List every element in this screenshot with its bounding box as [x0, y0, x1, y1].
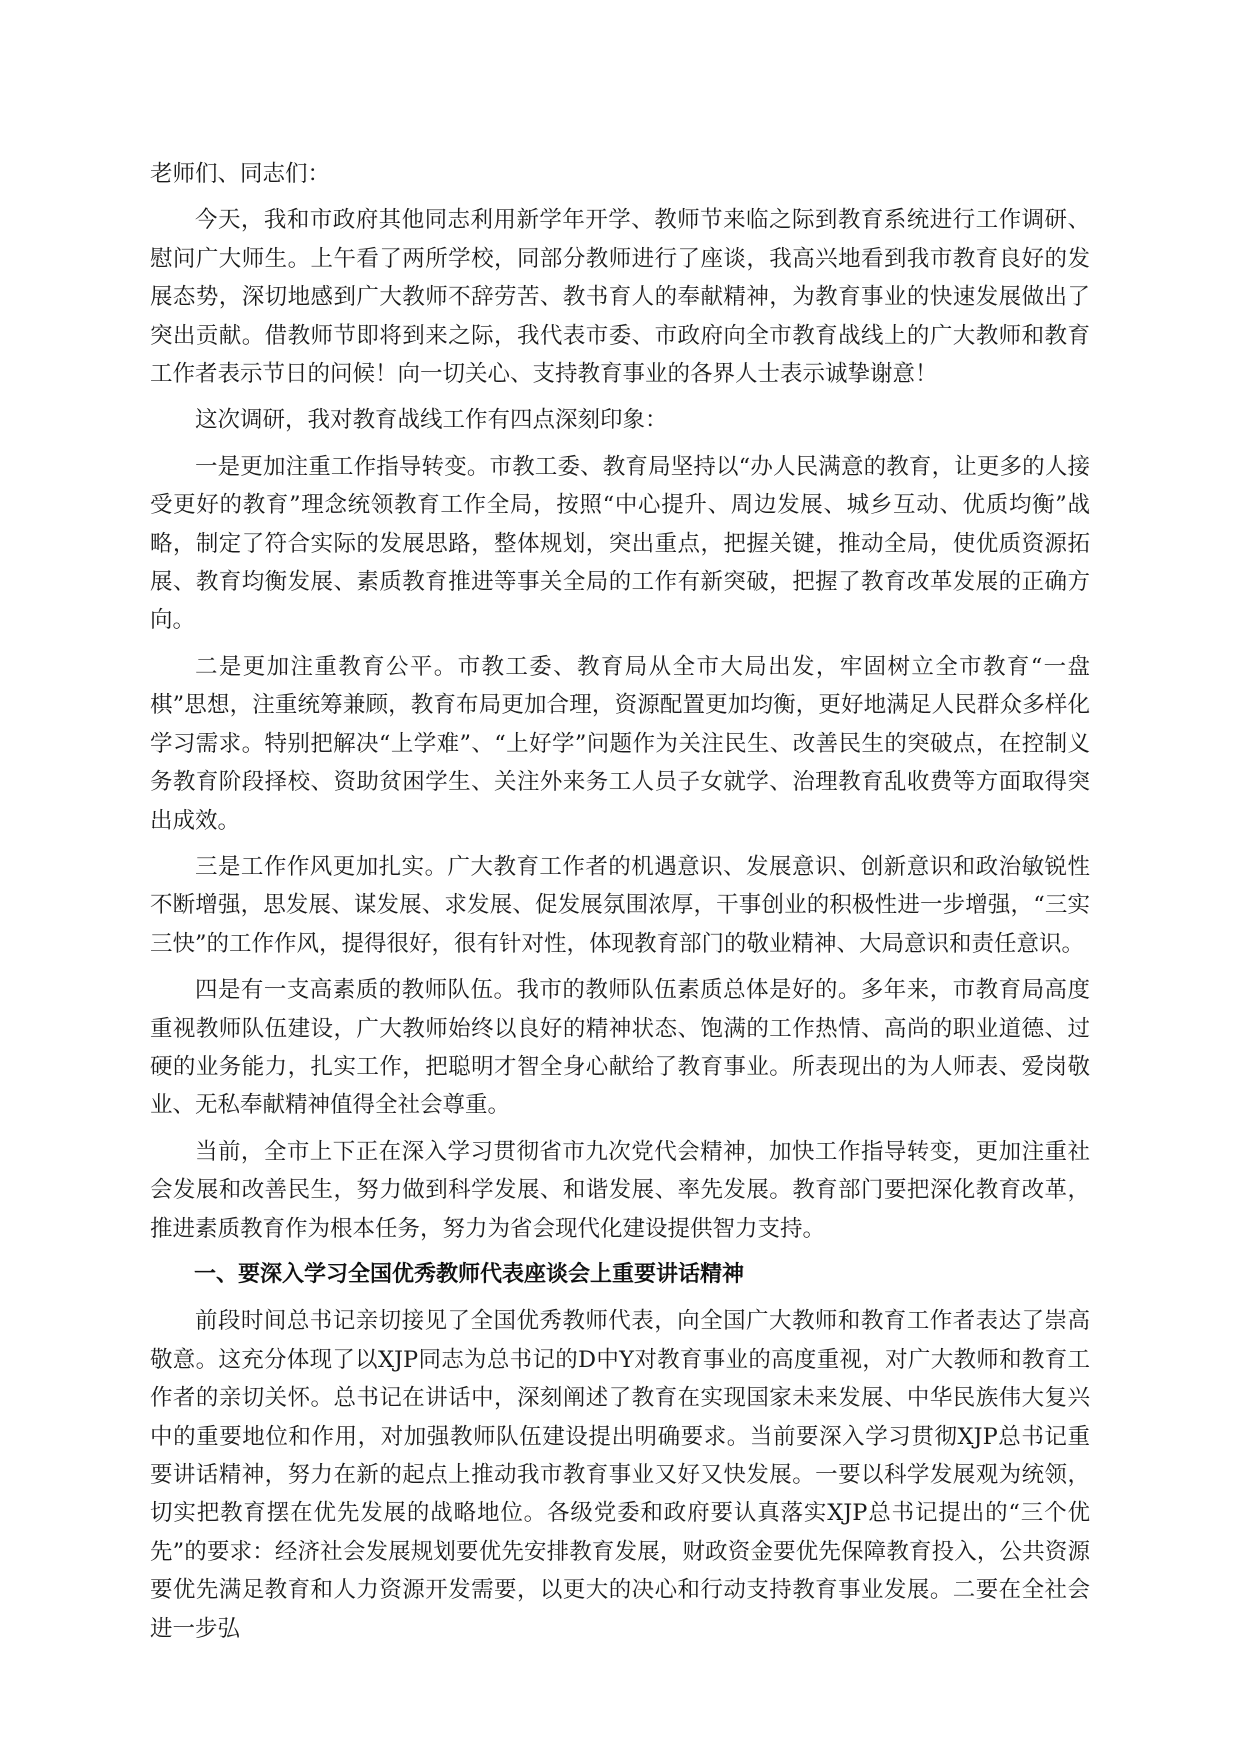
paragraph-impression-three: 三是工作作风更加扎实。广大教育工作者的机遇意识、发展意识、创新意识和政治敏锐性不断增强，思发展、谋发展、求发展、促发展氛围浓厚，干事创业的积极性进一步增强，“三实三快”的工作作风，提得很好，很有针对性，体现教育部门的敬业精神、大局意识和责任意识。: [150, 853, 1090, 957]
salutation: 老师们、同志们：: [150, 161, 331, 187]
paragraph-section-body: 前段时间总书记亲切接见了全国优秀教师代表，向全国广大教师和教育工作者表达了崇高敬意。这充分体现了以XJP同志为总书记的D中Y对教育事业的高度重视，对广大教师和教育工作者的亲切关怀。总书记在讲话中，深刻阐述了教育在实现国家未来发展、中华民族伟大复兴中的重要地位和作用，对加强教师队伍建设提出明确要求。当前要深入学习贯彻XJP总书记重要讲话精神，努力在新的起点上推动我市教育事业又好又快发展。一要以科学发展观为统领，切实把教育摆在优先发展的战略地位。各级党委和政府要认真落实XJP总书记提出的“三个优先”的要求：经济社会发展规划要优先安排教育发展，财政资金要优先保障教育投入，公共资源要优先满足教育和人力资源开发需要，以更大的决心和行动支持教育事业发展。二要在全社会进一步弘: [150, 1308, 1090, 1642]
paragraph-impression-one: 一是更加注重工作指导转变。市教工委、教育局坚持以“办人民满意的教育，让更多的人接受更好的教育”理念统领教育工作全局，按照“中心提升、周边发展、城乡互动、优质均衡”战略，制定了符合实际的发展思路，整体规划，突出重点，把握关键，推动全局，使优质资源拓展、教育均衡发展、素质教育推进等事关全局的工作有新突破，把握了教育改革发展的正确方向。: [150, 453, 1090, 634]
paragraph-impression-four: 四是有一支高素质的教师队伍。我市的教师队伍素质总体是好的。多年来，市教育局高度重视教师队伍建设，广大教师始终以良好的精神状态、饱满的工作热情、高尚的职业道德、过硬的业务能力，扎实工作，把聪明才智全身心献给了教育事业。所表现出的为人师表、爱岗敬业、无私奉献精神值得全社会尊重。: [150, 977, 1090, 1119]
paragraph-current-tasks: 当前，全市上下正在深入学习贯彻省市九次党代会精神，加快工作指导转变，更加注重社会发展和改善民生，努力做到科学发展、和谐发展、率先发展。教育部门要把深化教育改革，推进素质教育作为根本任务，努力为省会现代化建设提供智力支持。: [150, 1138, 1090, 1242]
paragraph-intro: 今天，我和市政府其他同志利用新学年开学、教师节来临之际到教育系统进行工作调研、慰问广大师生。上午看了两所学校，同部分教师进行了座谈，我高兴地看到我市教育良好的发展态势，深切地感到广大教师不辞劳苦、教书育人的奉献精神，为教育事业的快速发展做出了突出贡献。借教师节即将到来之际，我代表市委、市政府向全市教育战线上的广大教师和教育工作者表示节日的问候！向一切关心、支持教育事业的各界人士表示诚挚谢意！: [150, 207, 1090, 388]
document-page: [150, 155, 1090, 1656]
paragraph-impression-two: 二是更加注重教育公平。市教工委、教育局从全市大局出发，牢固树立全市教育“一盘棋”思想，注重统筹兼顾，教育布局更加合理，资源配置更加均衡，更好地满足人民群众多样化学习需求。特别把解决“上学难”、“上好学”问题作为关注民生、改善民生的突破点，在控制义务教育阶段择校、资助贫困学生、关注外来务工人员子女就学、治理教育乱收费等方面取得突出成效。: [150, 653, 1090, 834]
paragraph-impressions-lead: 这次调研，我对教育战线工作有四点深刻印象：: [195, 407, 668, 434]
section-heading: 一、要深入学习全国优秀教师代表座谈会上重要讲话精神: [194, 1261, 745, 1287]
